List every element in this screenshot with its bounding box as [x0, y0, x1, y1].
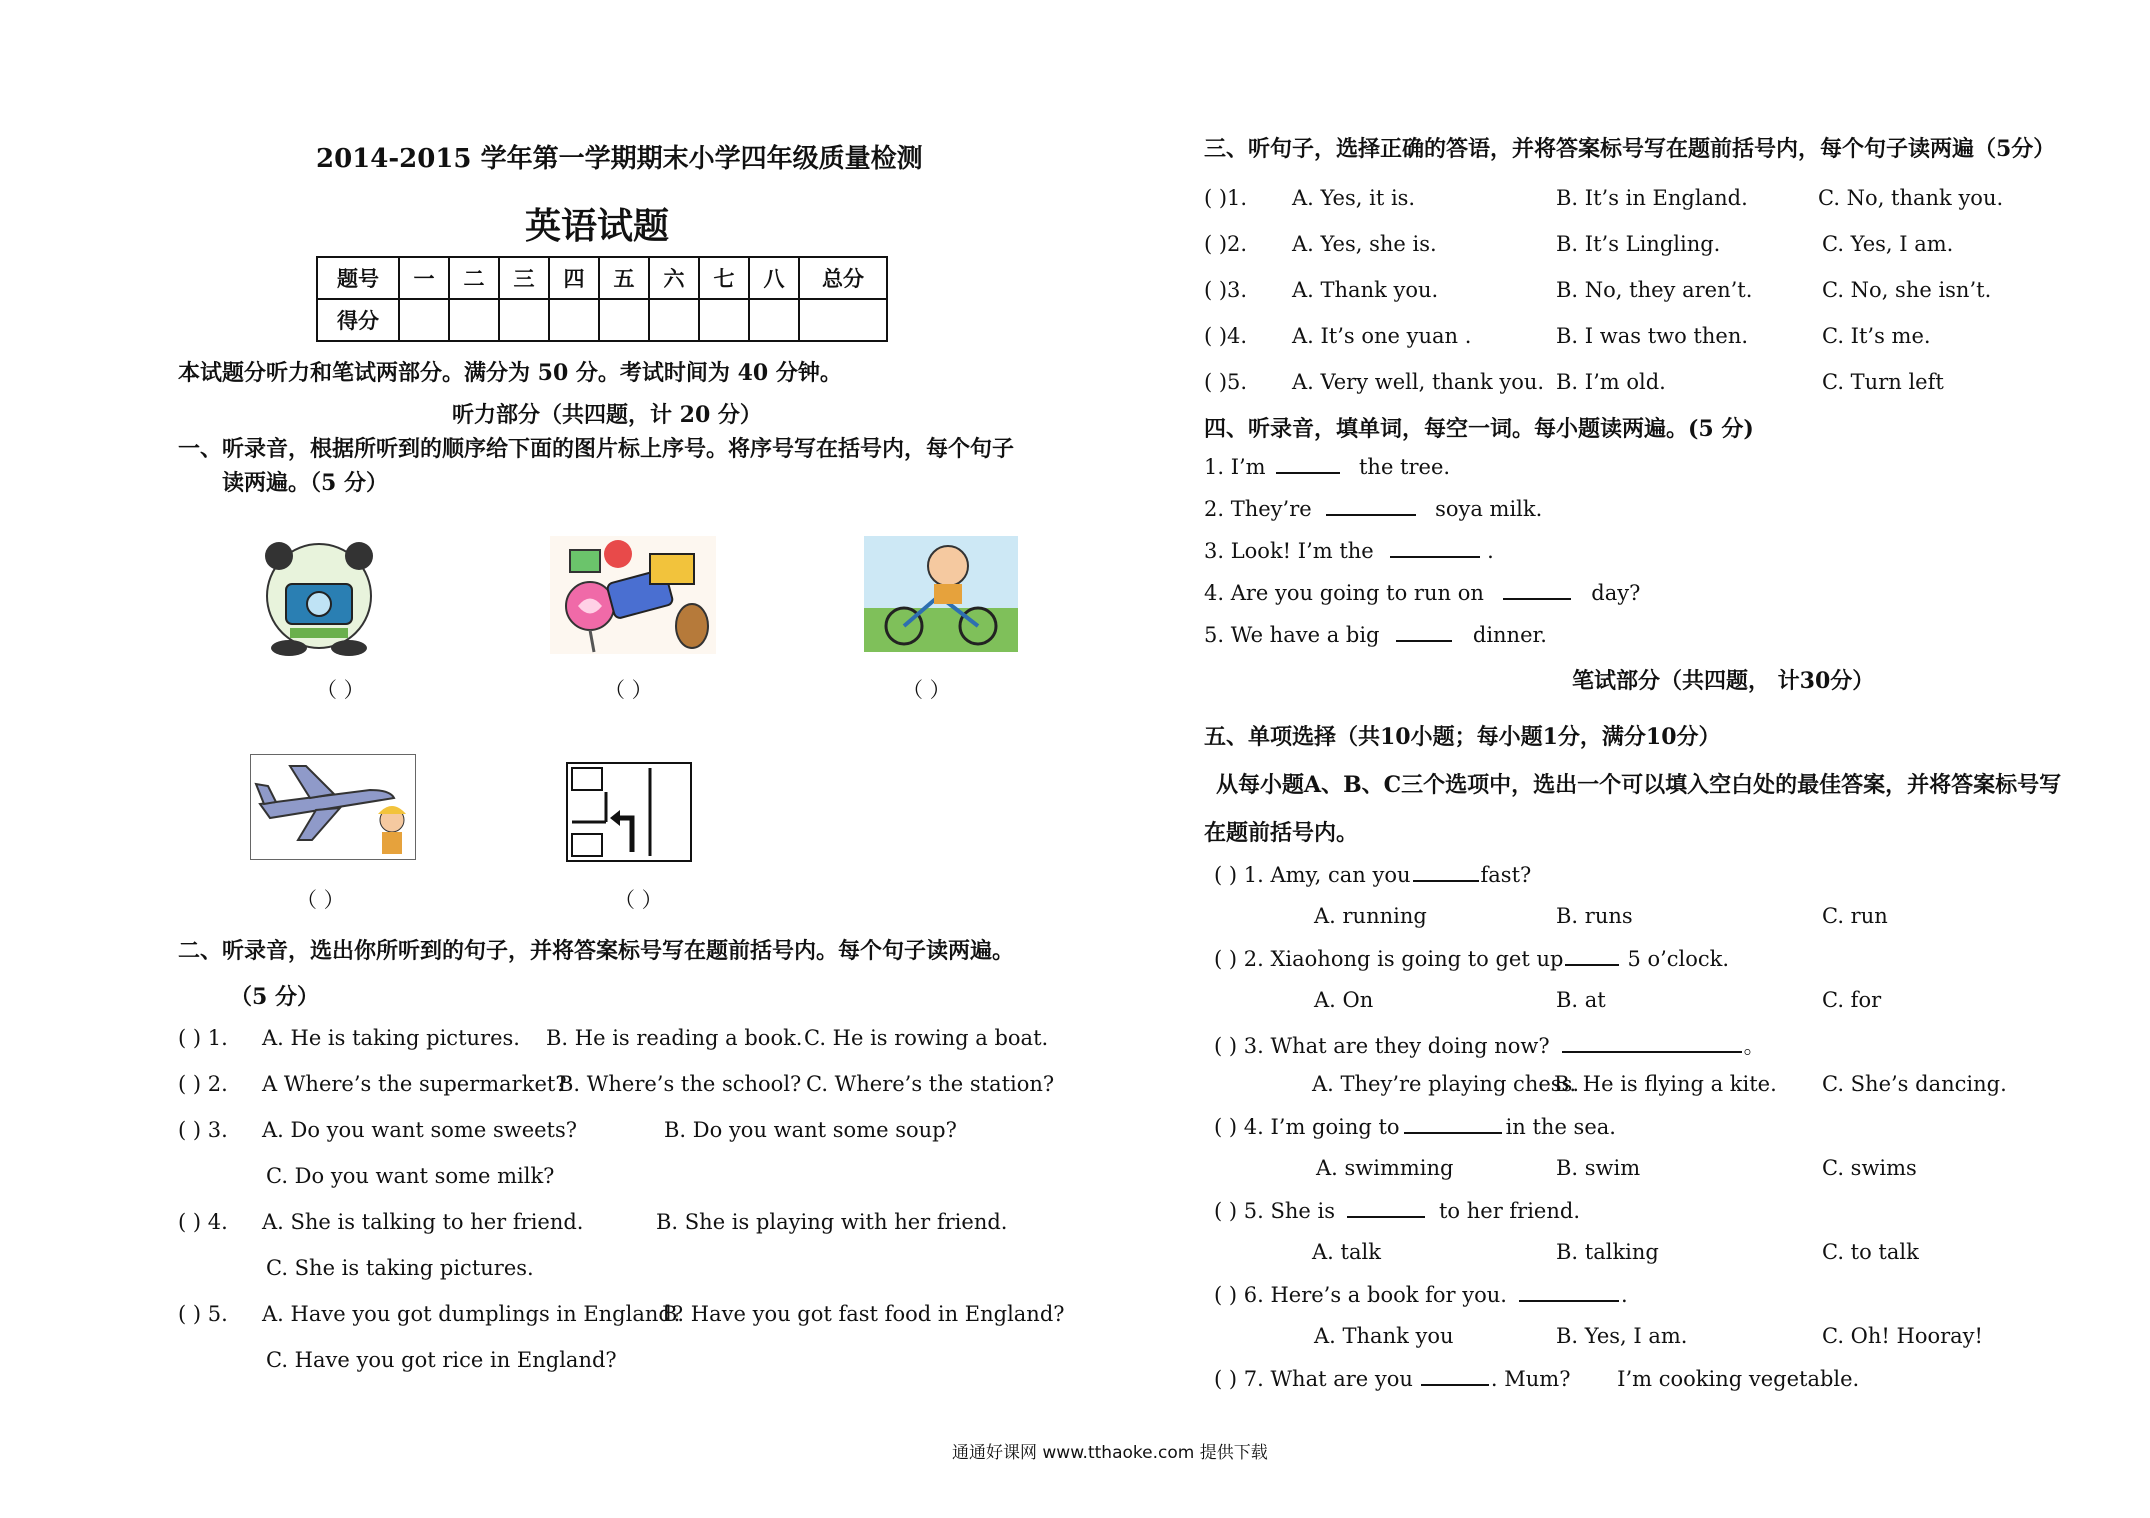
sec3-q3-a: A. Thank you. — [1292, 278, 1439, 302]
sec5-q7-blank[interactable] — [1421, 1366, 1489, 1386]
sec5-q6-c: C. Oh! Hooray! — [1822, 1324, 1983, 1348]
sec5-q7-paren[interactable]: ( ) 7. — [1214, 1367, 1264, 1391]
sec2-instruction: 二、听录音，选出你所听到的句子，并将答案标号写在题前括号内。每个句子读两遍。 — [178, 938, 1015, 964]
score-col: 六 — [649, 257, 699, 299]
sec4-q3-start: 3. Look! I’m the — [1204, 539, 1374, 563]
sec3-q5-c: C. Turn left — [1822, 370, 1944, 394]
sec5-q5-c: C. to talk — [1822, 1240, 1919, 1264]
listening-header: 听力部分（共四题，计 20 分） — [452, 402, 762, 428]
sec5-q3-c: C. She’s dancing. — [1822, 1072, 2007, 1096]
sec5-q2-b: B. at — [1556, 988, 1606, 1012]
sec5-q5-paren[interactable]: ( ) 5. — [1214, 1199, 1264, 1223]
sec4-q1-end: the tree. — [1358, 455, 1451, 479]
sec5-q1-blank[interactable] — [1413, 862, 1479, 882]
picture-2-answer[interactable]: （ ） — [604, 678, 653, 702]
sec5-instruction: 五、单项选择（共10小题；每小题1分，满分10分） — [1204, 724, 1721, 750]
sec5-q3-b: B. He is flying a kite. — [1554, 1072, 1777, 1096]
sec4-q3-end: . — [1487, 539, 1494, 563]
sec4-q1-start: 1. I’m — [1204, 455, 1266, 479]
sec3-q4-c: C. It’s me. — [1822, 324, 1931, 348]
sec4-q2-start: 2. They’re — [1204, 497, 1312, 521]
sec5-q5-a: A. talk — [1312, 1240, 1381, 1264]
sec5-q4 — [1214, 1114, 1616, 1139]
sec5-q5 — [1214, 1198, 1580, 1223]
sec4-q4-start: 4. Are you going to run on — [1204, 581, 1484, 605]
score-col: 三 — [499, 257, 549, 299]
picture-3-answer[interactable]: （ ） — [902, 678, 951, 702]
sec5-q4-paren[interactable]: ( ) 4. — [1214, 1115, 1264, 1139]
score-col: 八 — [749, 257, 799, 299]
sec4-q2 — [1204, 496, 1542, 521]
score-cell[interactable] — [749, 299, 799, 341]
sec4-q5 — [1204, 622, 1547, 647]
sec2-q2-a: A Where’s the supermarket? — [262, 1072, 567, 1096]
sec5-q6-blank[interactable] — [1519, 1282, 1619, 1302]
score-cell[interactable] — [399, 299, 449, 341]
sec5-q1-b: B. runs — [1556, 904, 1633, 928]
sec5-q2-stem: Xiaohong is going to get up — [1270, 947, 1564, 971]
sec2-q3-b: B. Do you want some soup? — [664, 1118, 957, 1142]
sec1-instruction-2: 读两遍。（5 分） — [222, 470, 388, 496]
sec2-q5-paren[interactable]: ( ) 5. — [178, 1302, 228, 1326]
sec5-q6-a: A. Thank you — [1314, 1324, 1454, 1348]
picture-4-answer[interactable]: （ ） — [296, 888, 345, 912]
sec4-q5-end: dinner. — [1472, 623, 1547, 647]
sec5-q5-stem-end: to her friend. — [1438, 1199, 1581, 1223]
sec5-q7-stem: What are you — [1270, 1367, 1413, 1391]
intro-text: 本试题分听力和笔试两部分。满分为 50 分。考试时间为 40 分钟。 — [178, 360, 842, 386]
score-table-header-row — [317, 257, 887, 299]
sec5-q2-paren[interactable]: ( ) 2. — [1214, 947, 1264, 971]
sec5-q1-stem-end: fast? — [1480, 863, 1532, 887]
exam-title: 2014-2015 学年第一学期期末小学四年级质量检测 — [316, 144, 923, 174]
sec5-q1-c: C. run — [1822, 904, 1888, 928]
written-header: 笔试部分（共四题， 计30分） — [1572, 668, 1875, 694]
sec4-q4-blank[interactable] — [1503, 580, 1571, 600]
score-col-total: 总分 — [799, 257, 887, 299]
sec2-q2-paren[interactable]: ( ) 2. — [178, 1072, 228, 1096]
score-col: 七 — [699, 257, 749, 299]
sec4-q1-blank[interactable] — [1276, 454, 1340, 474]
score-col: 五 — [599, 257, 649, 299]
sec3-q1-c: C. No, thank you. — [1818, 186, 2004, 210]
sec3-q1-b: B. It’s in England. — [1556, 186, 1748, 210]
sec2-q2-b: B. Where’s the school? — [558, 1072, 802, 1096]
sec3-q5-a: A. Very well, thank you. — [1292, 370, 1545, 394]
sec2-q4-b: B. She is playing with her friend. — [656, 1210, 1008, 1234]
sec4-q2-blank[interactable] — [1326, 496, 1416, 516]
sec5-q3 — [1214, 1030, 1765, 1060]
sec4-instruction: 四、听录音，填单词，每空一词。每小题读两遍。(5 分) — [1204, 416, 1754, 442]
score-cell[interactable] — [549, 299, 599, 341]
sec5-q6-paren[interactable]: ( ) 6. — [1214, 1283, 1264, 1307]
sec2-q4-a: A. She is talking to her friend. — [262, 1210, 584, 1234]
sec5-q4-b: B. swim — [1556, 1156, 1641, 1180]
sec5-q7 — [1214, 1366, 1859, 1391]
sec3-q2-b: B. It’s Lingling. — [1556, 232, 1721, 256]
score-cell[interactable] — [599, 299, 649, 341]
sec3-q3-paren[interactable]: ( )3. — [1204, 278, 1248, 302]
sec2-q1-c: C. He is rowing a boat. — [804, 1026, 1049, 1050]
sec5-q2-c: C. for — [1822, 988, 1882, 1012]
picture-1-answer[interactable]: （ ） — [316, 678, 365, 702]
sec5-instruction-2: 从每小题A、B、C三个选项中，选出一个可以填入空白处的最佳答案，并将答案标号写 — [1216, 772, 2062, 798]
score-table-label: 得分 — [317, 299, 399, 341]
sec2-q5-b: B. Have you got fast food in England? — [662, 1302, 1065, 1326]
sec5-q2-blank[interactable] — [1565, 946, 1619, 966]
sec5-q1 — [1214, 862, 1531, 887]
sec5-q2-a: A. On — [1314, 988, 1374, 1012]
score-table-label: 题号 — [317, 257, 399, 299]
score-table — [316, 256, 888, 342]
score-col: 二 — [449, 257, 499, 299]
sec5-q3-blank[interactable] — [1562, 1033, 1742, 1053]
sec5-q6-b: B. Yes, I am. — [1556, 1324, 1688, 1348]
sec3-q5-paren[interactable]: ( )5. — [1204, 370, 1248, 394]
sec3-q2-c: C. Yes, I am. — [1822, 232, 1954, 256]
sec3-q2-paren[interactable]: ( )2. — [1204, 232, 1248, 256]
picture-5-answer[interactable]: （ ） — [614, 888, 663, 912]
sec5-q7-answer-context: I’m cooking vegetable. — [1617, 1367, 1860, 1391]
sec5-q4-c: C. swims — [1822, 1156, 1917, 1180]
sec3-q3-b: B. No, they aren’t. — [1556, 278, 1753, 302]
sec5-instruction-3: 在题前括号内。 — [1204, 820, 1359, 846]
sec2-q1-a: A. He is taking pictures. — [262, 1026, 520, 1050]
score-cell[interactable] — [449, 299, 499, 341]
sec3-instruction: 三、听句子，选择正确的答语，并将答案标号写在题前括号内，每个句子读两遍（5分） — [1204, 136, 2056, 162]
sec5-q7-stem-end: . Mum? — [1490, 1367, 1571, 1391]
score-cell[interactable] — [699, 299, 749, 341]
sec3-q3-c: C. No, she isn’t. — [1822, 278, 1992, 302]
sec2-q4-c: C. She is taking pictures. — [266, 1256, 534, 1280]
sec5-q5-blank[interactable] — [1347, 1198, 1425, 1218]
score-table-score-row — [317, 299, 887, 341]
sec4-q3-blank[interactable] — [1390, 538, 1480, 558]
sec5-q4-stem-end: in the sea. — [1505, 1115, 1616, 1139]
sec3-q1-a: A. Yes, it is. — [1292, 186, 1416, 210]
score-col: 一 — [399, 257, 449, 299]
sec5-q1-paren[interactable]: ( ) 1. — [1214, 863, 1264, 887]
sec1-instruction: 一、听录音，根据所听到的顺序给下面的图片标上序号。将序号写在括号内，每个句子 — [178, 436, 1015, 462]
sec5-q4-a: A. swimming — [1316, 1156, 1454, 1180]
panda-camera-image — [244, 536, 394, 656]
sec4-q1 — [1204, 454, 1450, 479]
sec5-q4-stem: I’m going to — [1270, 1115, 1400, 1139]
sec3-q4-b: B. I was two then. — [1556, 324, 1749, 348]
sec3-q1-paren[interactable]: ( )1. — [1204, 186, 1248, 210]
sec5-q6 — [1214, 1282, 1628, 1307]
sec5-q3-a: A. They’re playing chess. — [1312, 1072, 1580, 1096]
sec5-q6-stem: Here’s a book for you. — [1270, 1283, 1507, 1307]
sec2-q4-paren[interactable]: ( ) 4. — [178, 1210, 228, 1234]
sec4-q4-end: day? — [1591, 581, 1641, 605]
sec4-q5-blank[interactable] — [1396, 622, 1452, 642]
sec5-q5-stem: She is — [1270, 1199, 1335, 1223]
sec2-q5-c: C. Have you got rice in England? — [266, 1348, 617, 1372]
sec2-q3-c: C. Do you want some milk? — [266, 1164, 555, 1188]
exam-subtitle: 英语试题 — [525, 205, 670, 247]
sec2-q5-a: A. Have you got dumplings in England? — [262, 1302, 684, 1326]
airplane-girl-image — [250, 754, 416, 860]
score-cell[interactable] — [649, 299, 699, 341]
sec3-q5-b: B. I’m old. — [1556, 370, 1666, 394]
sec5-q1-stem: Amy, can you — [1270, 863, 1411, 887]
sec3-q2-a: A. Yes, she is. — [1292, 232, 1437, 256]
sec5-q5-b: B. talking — [1556, 1240, 1659, 1264]
turn-left-map-image — [566, 762, 692, 862]
footer-source: 通通好课网 www.tthaoke.com 提供下载 — [952, 1443, 1268, 1463]
sec5-q2 — [1214, 946, 1729, 971]
sec2-q1-b: B. He is reading a book. — [546, 1026, 803, 1050]
sec5-q4-blank[interactable] — [1404, 1114, 1502, 1134]
sec5-q3-stem-end: 。 — [1743, 1034, 1765, 1058]
sec2-instruction-2: （5 分） — [230, 984, 319, 1010]
score-cell[interactable] — [499, 299, 549, 341]
sec2-q2-c: C. Where’s the station? — [806, 1072, 1055, 1096]
sec4-q4 — [1204, 580, 1640, 605]
sec5-q3-paren[interactable]: ( ) 3. — [1214, 1034, 1264, 1058]
sec5-q2-stem-end: 5 o’clock. — [1627, 947, 1730, 971]
sec5-q1-a: A. running — [1314, 904, 1427, 928]
sec4-q3 — [1204, 538, 1494, 563]
score-cell[interactable] — [799, 299, 887, 341]
sec3-q4-a: A. It’s one yuan . — [1292, 324, 1472, 348]
sec2-q3-paren[interactable]: ( ) 3. — [178, 1118, 228, 1142]
sweets-image — [550, 536, 716, 654]
sec2-q3-a: A. Do you want some sweets? — [262, 1118, 578, 1142]
boy-riding-bike-image — [864, 536, 1018, 652]
score-col: 四 — [549, 257, 599, 299]
sec5-q6-stem-end: . — [1620, 1283, 1628, 1307]
sec4-q5-start: 5. We have a big — [1204, 623, 1380, 647]
sec4-q2-end: soya milk. — [1435, 497, 1543, 521]
sec5-q3-stem: What are they doing now? — [1270, 1034, 1550, 1058]
sec2-q1-paren[interactable]: ( ) 1. — [178, 1026, 228, 1050]
sec3-q4-paren[interactable]: ( )4. — [1204, 324, 1248, 348]
